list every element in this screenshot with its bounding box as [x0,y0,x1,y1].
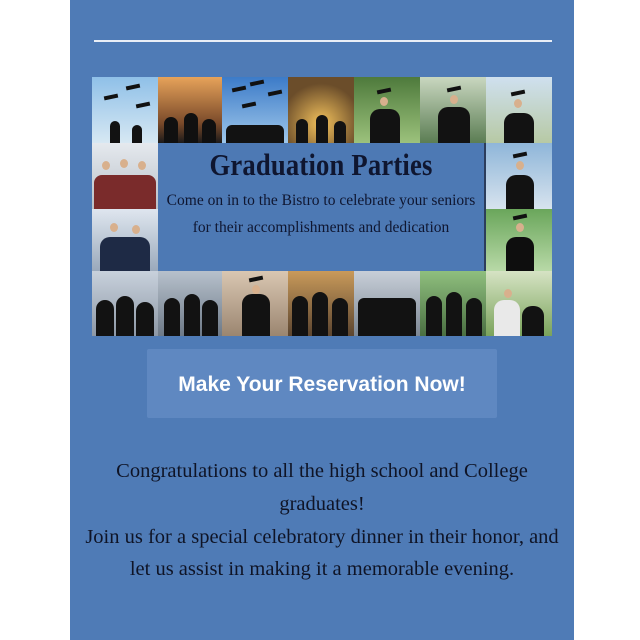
photo-tile [92,143,158,209]
photo-tile [222,271,288,336]
photo-tile [158,271,222,336]
message-line-invite: Join us for a special celebratory dinner in their honor, and let us assist in making it a memorable evening. [85,525,559,581]
congratulations-message [84,455,560,586]
banner-title: Graduation Parties [209,147,433,182]
photo-tile [158,77,222,143]
photo-tile [354,271,420,336]
graduation-banner-image [92,77,552,336]
photo-tile [288,77,354,143]
photo-tile [486,77,552,143]
photo-tile [486,271,552,336]
make-reservation-button[interactable]: Make Your Reservation Now! [147,349,497,418]
photo-tile [222,77,288,143]
photo-tile [420,271,486,336]
photo-tile [354,77,420,143]
banner-description: Come on in to the Bistro to celebrate your seniors for their accomplishments and dedication [166,192,476,236]
email-panel [70,0,574,640]
photo-tile [92,271,158,336]
photo-tile [486,143,552,209]
photo-tile [288,271,354,336]
divider [94,40,552,42]
banner-text-box [158,143,484,271]
photo-tile [92,209,158,271]
photo-tile [92,77,158,143]
photo-tile [486,209,552,271]
message-line-congrats: Congratulations to all the high school and College graduates! [116,460,528,515]
photo-tile [420,77,486,143]
